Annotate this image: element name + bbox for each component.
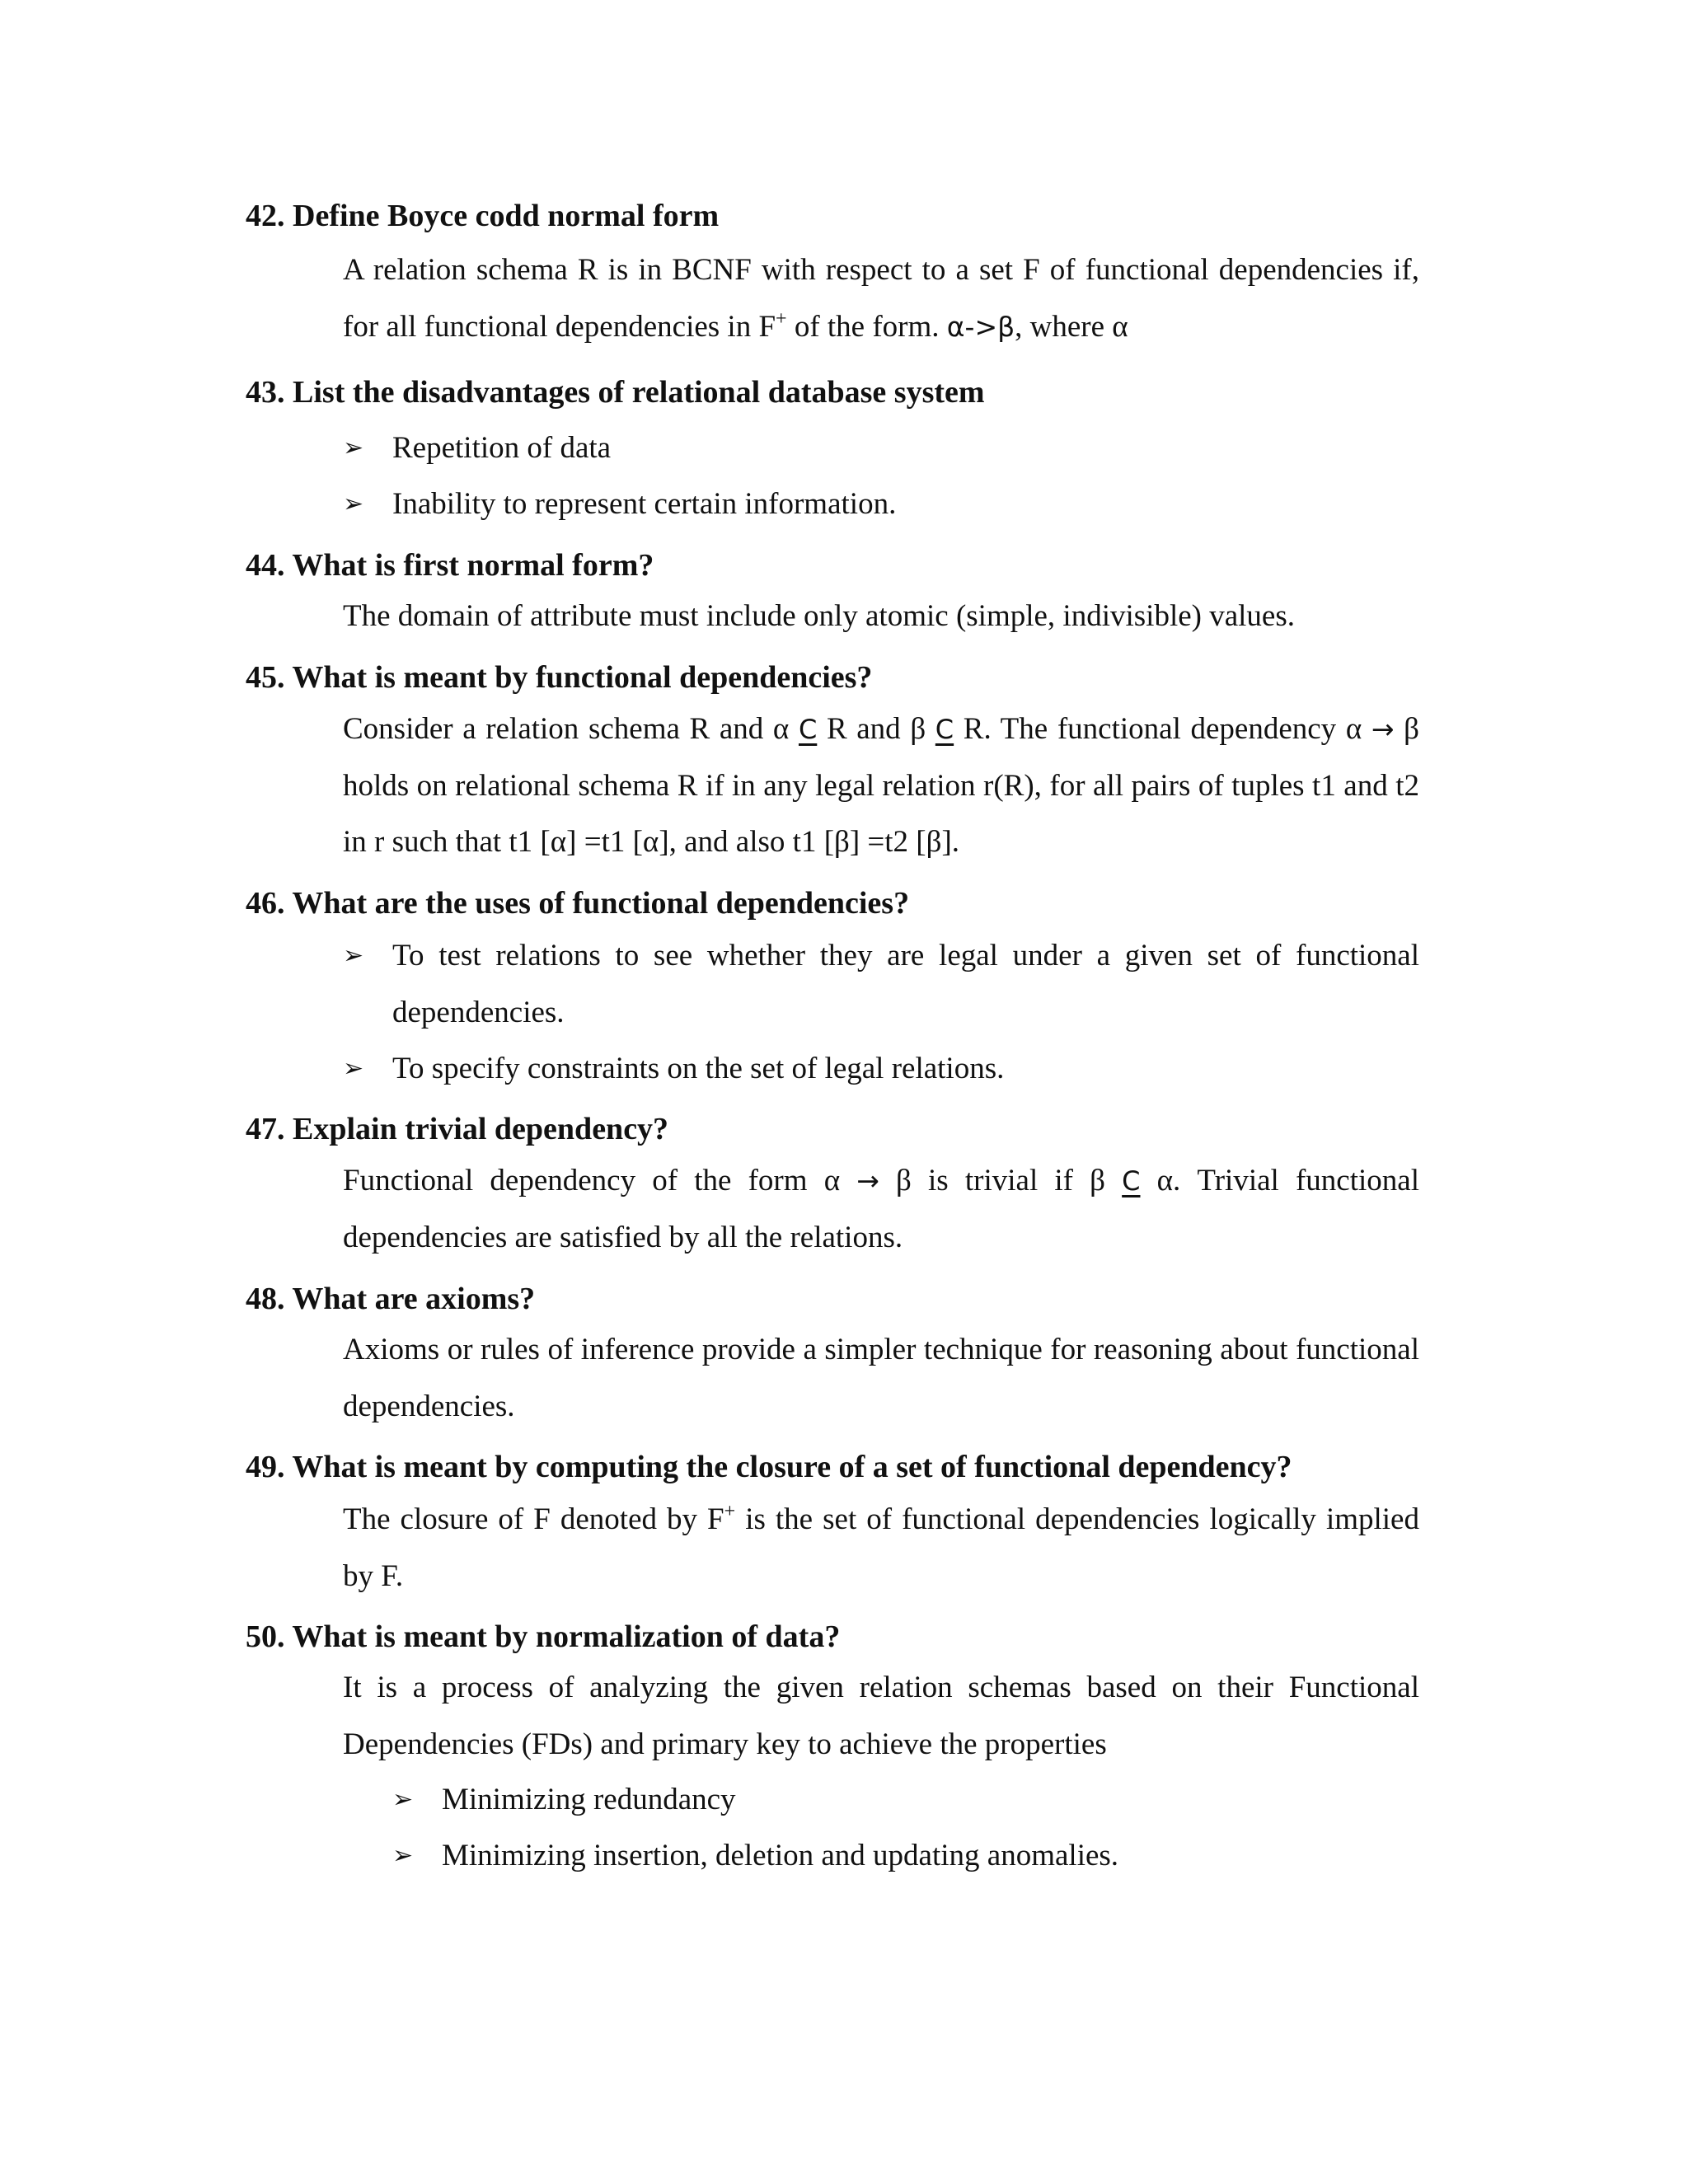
answer-44: The domain of attribute must include only atomic (simple, indivisible) values. (343, 599, 1295, 633)
arrow-symbol: → (856, 1165, 879, 1197)
bullet-arrow-icon: ➢ (343, 942, 364, 969)
subset-symbol: C (798, 714, 818, 745)
question-44-heading: 44. What is first normal form? (246, 548, 654, 583)
bullet-arrow-icon: ➢ (343, 434, 364, 462)
question-43-heading: 43. List the disadvantages of relational database system (246, 375, 985, 410)
answer-49: The closure of F denoted by F+ is the set of functional dependencies logically implied by F. (343, 1501, 1419, 1593)
question-49-heading: 49. What is meant by computing the closure of a set of functional dependency? (246, 1450, 1292, 1484)
answer-45: Consider a relation schema R and α C R and β C R. The functional dependency α → β holds on relational schema R if in any legal relation r(R), for all pairs of tuples t1 and t2 in r such that t1 [α] =t1 [α], and also t1 [β] =t2 [β]. (343, 712, 1419, 859)
subset-symbol: C (935, 714, 954, 745)
answer-50: It is a process of analyzing the given relation schemas based on their Functional Dependencies (FDs) and primary key to achieve the properties (343, 1671, 1419, 1761)
bullet-arrow-icon: ➢ (343, 1055, 364, 1082)
bullet-arrow-icon: ➢ (343, 490, 364, 518)
subset-symbol: C (1122, 1165, 1141, 1197)
answer-47: Functional dependency of the form α → β is trivial if β C α. Trivial functional dependencies are satisfied by all the relations. (343, 1164, 1419, 1254)
document-page: 42. Define Boyce codd normal form A relation schema R is in BCNF with respect to a set F of functional dependencies if, for all functional dependencies in F+ of the form. α->β, where α 43. List the disadvantages of relational database system ➢ Repetition of data ➢ Inability to represent certain information. 44. What is first normal form? The domain of attribute must include only atomic (simple, indivisible) values. 45. What is meant by functional dependencies? Consider a relation schema R and α C R and β C R. The functional dependency α → β holds on relational schema R if in any legal relation r(R), for all pairs of tuples t1 and t2 in r such that t1 [α] =t1 [α], and also t1 [β] =t2 [β]. 46. What are the uses of functional dependencies? ➢ To test relations to see whether they are legal under a given set of functional dependencies. ➢ To specify constraints on the set of legal relations. 47. Explain trivial dependency? Functional dependency of the form α → β is trivial if β C α. Trivial functional dependencies are satisfied by all the relations. 48. What are axioms? Axioms or rules of inference provide a simpler technique for reasoning about functional dependencies. 49. What is meant by computing the closure of a set of functional dependency? The closure of F denoted by F+ is the set of functional dependencies logically implied by F. 50. What is meant by normalization of data? It is a process of analyzing the given relation schemas based on their Functional Dependencies (FDs) and primary key to achieve the properties ➢ Minimizing redundancy ➢ Minimizing insertion, deletion and updating anomalies. (0, 0, 1688, 2184)
question-46-heading: 46. What are the uses of functional dependencies? (246, 886, 910, 921)
question-45-heading: 45. What is meant by functional dependencies? (246, 660, 873, 695)
question-47-heading: 47. Explain trivial dependency? (246, 1112, 669, 1146)
question-42-heading: 42. Define Boyce codd normal form (246, 199, 720, 233)
answer-42: A relation schema R is in BCNF with respect to a set F of functional dependencies if, for all functional dependencies in F+ of the form. α->β, where α (343, 253, 1419, 344)
list-item: ➢ To test relations to see whether they are legal under a given set of functional dependencies. (343, 928, 1419, 1041)
bullet-arrow-icon: ➢ (392, 1842, 414, 1869)
answer-48: Axioms or rules of inference provide a simpler technique for reasoning about functional dependencies. (343, 1333, 1419, 1423)
arrow-symbol: → (1371, 713, 1395, 745)
question-50-heading: 50. What is meant by normalization of data? (246, 1619, 841, 1654)
question-48-heading: 48. What are axioms? (246, 1282, 536, 1316)
bullet-arrow-icon: ➢ (392, 1786, 414, 1813)
